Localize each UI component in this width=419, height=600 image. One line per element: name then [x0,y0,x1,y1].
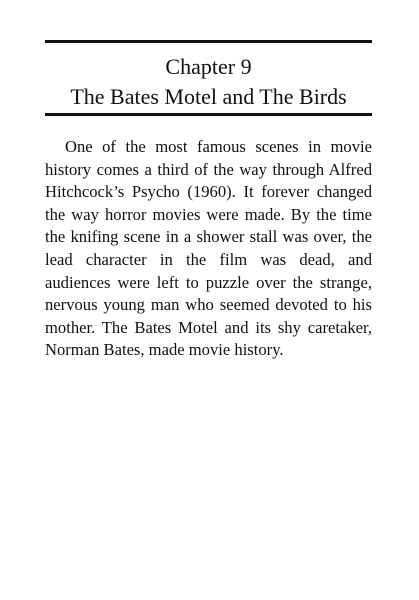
chapter-title: The Bates Motel and The Birds [70,84,347,109]
top-rule [45,40,372,43]
body-paragraph: One of the most famous scenes in movie history comes a third of the way through Alfred Hitchcock’s Psycho (1960). It forever changed the way horror movies were made. By the time the knifing scene in a shower stall was over, the lead character in the film was dead, and audiences were left to puzzle over the strange, nervous young man who seemed devoted to his mother. The Bates Motel and its shy caretaker, Norman Bates, made movie history. [45,137,372,360]
bottom-rule [45,113,372,116]
chapter-number: Chapter 9 [165,54,252,79]
chapter-heading [45,52,372,112]
